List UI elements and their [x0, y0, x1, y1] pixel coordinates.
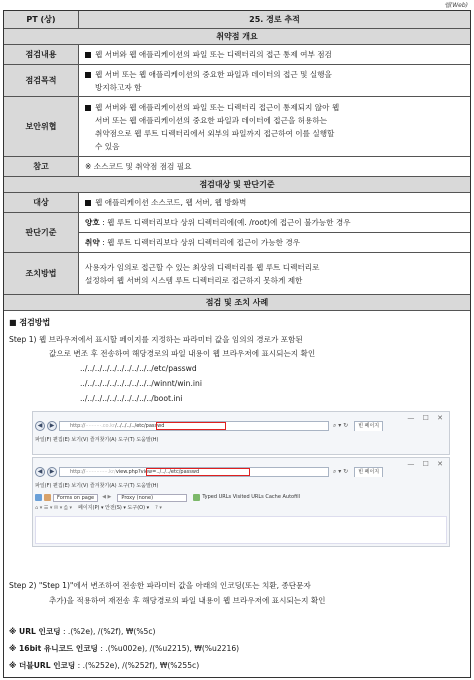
- target-value: 웹 애플리케이션 소스코드, 웹 서버, 웹 방화벽: [95, 198, 247, 207]
- browser2-nav: [35, 465, 447, 478]
- search-icon[interactable]: ⌕ ▾ ↻: [333, 421, 349, 429]
- window-controls: — ☐ ✕: [407, 460, 446, 468]
- help-icon[interactable]: ? ▾: [155, 505, 162, 511]
- threat-line2: 서버 또는 웹 애플리케이션의 중요한 파일과 데이터에 접근을 허용하는: [95, 115, 328, 125]
- good-text: : 웹 루트 디렉터리보다 상위 디렉터리에(예. /root)에 접근이 불가능한 경우: [99, 218, 351, 227]
- section-overview: [4, 29, 470, 45]
- proxy-dropdown[interactable]: Proxy (none): [117, 494, 187, 502]
- browser2-content-area: [35, 516, 447, 544]
- browser2-menu[interactable]: 파일(F) 편집(E) 보기(V) 즐겨찾기(A) 도구(T) 도움말(H): [35, 483, 159, 489]
- url-prefix: http://: [70, 422, 86, 429]
- url-highlight: ../../../etc/passwd: [156, 468, 200, 475]
- check-purpose-line1: 웹 서버 또는 웹 애플리케이션의 중요한 파일과 데이터의 접근 및 실행을: [95, 69, 332, 79]
- path-passwd: ../../../../../../../../../../etc/passwd: [80, 364, 197, 373]
- toolbar-icon[interactable]: [193, 494, 200, 501]
- path-winini: ../../../../../../../../../../winnt/win.ini: [80, 379, 202, 388]
- label-target: 대상: [4, 193, 79, 212]
- browser1-address-bar[interactable]: http://··········.co.kr/../../../../etc/passwd: [59, 421, 329, 431]
- check-content-value: 웹 서버와 웹 애플리케이션의 파일 또는 디렉터리의 접근 통제 여부 점검: [95, 50, 332, 59]
- action-line1: 사용자가 임의로 접근할 수 있는 최상위 디렉터리를 웹 루트 디렉터리로: [85, 262, 320, 272]
- browser2-command-bar: [35, 504, 447, 513]
- home-icon[interactable]: ⌂ ▾ ☰ ▾ ✉ ▾ ⎙ ▾: [35, 505, 73, 511]
- browser2-toolbar: [35, 493, 447, 502]
- label-reference: 참고: [4, 157, 79, 176]
- threat-line4: 수 있음: [95, 141, 120, 151]
- label-criteria: 판단기준: [4, 213, 79, 252]
- label-action: 조치방법: [4, 253, 79, 294]
- section-target-label: 점검대상 및 판단기준: [199, 180, 275, 189]
- bad-text: : 웹 루트 디렉터리보다 상위 디렉터리에 접근이 가능한 경우: [99, 238, 301, 247]
- toolbar-icon[interactable]: [44, 494, 51, 501]
- check-content-text: [85, 45, 468, 64]
- path-bootini: ../../../../../../../../../../boot.ini: [80, 394, 183, 403]
- bullet-icon: [85, 200, 91, 206]
- browser2-address-bar[interactable]: http://··············.kr/view.php?view=../../../etc/passwd: [59, 467, 329, 477]
- section-overview-label: 취약점 개요: [216, 32, 258, 41]
- highlight-box: [146, 468, 250, 476]
- row-action: [4, 253, 470, 295]
- highlight-box: [156, 422, 226, 430]
- header-tag: 웹(Web): [444, 2, 468, 9]
- enc2-label: ※ 16bit 유니코드 인코딩: [9, 644, 98, 653]
- assessment-table: [3, 10, 471, 678]
- bad-label: 취약: [85, 238, 100, 247]
- step1-line2: 값으로 변조 후 전송하여 해당경로의 파일 내용이 웹 브라우저에 표시되는지 확인: [49, 349, 316, 358]
- command-menu[interactable]: 페이지(P) ▾ 안전(S) ▾ 도구(O) ▾: [78, 505, 150, 511]
- label-check-purpose: 점검목적: [4, 65, 79, 96]
- action-text: [85, 253, 468, 294]
- forms-dropdown[interactable]: Forms on page: [53, 494, 98, 502]
- target-text: [85, 193, 468, 212]
- browser1-nav: [35, 419, 447, 432]
- bullet-icon: [85, 72, 91, 78]
- browser-screenshot-1: [32, 411, 450, 455]
- action-line2: 설정하여 웹 서버의 시스템 루트 디렉터리로 접근하지 못하게 제한: [85, 275, 303, 285]
- row-check-content: [4, 45, 470, 65]
- url-mid: view.php?view=: [115, 468, 157, 475]
- item-title: 25. 경로 추적: [79, 11, 470, 28]
- window-controls: — ☐ ✕: [407, 414, 446, 422]
- section-case: [4, 295, 470, 311]
- enc2-text: : .(%u002e), /(%u2215), ₩(%u2216): [100, 644, 240, 653]
- title-row: [4, 11, 470, 29]
- browser1-tab[interactable]: 빈 페이지: [354, 421, 383, 431]
- browser1-menu[interactable]: 파일(F) 편집(E) 보기(V) 즐겨찾기(A) 도구(T) 도움말(H): [35, 437, 159, 443]
- threat-line1: 웹 서버와 웹 애플리케이션의 파일 또는 디렉터리 접근이 통제되지 않아 웹: [95, 102, 340, 112]
- row-check-purpose: [4, 65, 470, 97]
- enc3-label: ※ 더블URL 인코딩: [9, 661, 76, 670]
- enc1-label: ※ URL 인코딩: [9, 627, 61, 636]
- section-case-label: 점검 및 조치 사례: [205, 298, 269, 307]
- row-target: [4, 193, 470, 213]
- toolbar-icon[interactable]: [35, 494, 42, 501]
- row-reference: [4, 157, 470, 177]
- toolbar-arrows-icon[interactable]: ◀ ▶: [102, 494, 112, 500]
- good-label: 양호: [85, 218, 100, 227]
- enc3-text: : .(%252e), /(%252f), ₩(%255c): [77, 661, 200, 670]
- method-heading: ■ 점검방법: [9, 318, 51, 327]
- back-icon[interactable]: ◀: [35, 467, 45, 477]
- forward-icon[interactable]: ▶: [47, 467, 57, 477]
- label-check-content: 점검내용: [4, 45, 79, 64]
- row-criteria: [4, 213, 470, 253]
- step2-line2: 추가)을 적용하여 재전송 후 해당경로의 파일 내용이 웹 브라우저에 표시되는지 확인: [49, 596, 326, 605]
- label-threat: 보안위협: [4, 97, 79, 156]
- url-prefix: http://: [70, 468, 86, 475]
- flags-bar[interactable]: Typed URLs Visited URLs Cache Autofill: [202, 494, 301, 500]
- back-icon[interactable]: ◀: [35, 421, 45, 431]
- criteria-good: [79, 213, 470, 233]
- item-code: PT (상): [4, 11, 79, 28]
- url-highlight: /../../../../etc/passwd: [115, 422, 165, 429]
- step2-line1: Step 2) "Step 1)"에서 변조하여 전송한 파라미터 값을 아래의 인코딩(또는 치환, 종단문자: [9, 581, 311, 590]
- enc1-text: : .(%2e), /(%2f), ₩(%5c): [62, 627, 156, 636]
- search-icon[interactable]: ⌕ ▾ ↻: [333, 467, 349, 475]
- bullet-icon: [85, 52, 91, 58]
- browser2-tab[interactable]: 빈 페이지: [354, 467, 383, 477]
- bullet-icon: [85, 105, 91, 111]
- check-purpose-line2: 방지하고자 함: [95, 82, 142, 92]
- encoding-url: [9, 625, 156, 638]
- forward-icon[interactable]: ▶: [47, 421, 57, 431]
- case-body: [4, 311, 470, 677]
- row-threat: [4, 97, 470, 157]
- step1-line1: Step 1) 웹 브라우저에서 표시할 페이지를 지정하는 파라미터 값을 임의의 경로가 포함된: [9, 335, 303, 344]
- threat-text: [85, 97, 468, 156]
- reference-text: ※ 소스코드 및 취약점 점검 필요: [85, 162, 192, 171]
- browser-screenshot-2: [32, 457, 450, 547]
- section-target: [4, 177, 470, 193]
- threat-line3: 취약점으로 웹 루트 디렉터리에서 외부의 파일까지 접근하여 이를 실행할: [95, 128, 335, 138]
- encoding-unicode: [9, 642, 239, 655]
- check-purpose-text: [85, 65, 468, 96]
- encoding-double-url: [9, 659, 199, 672]
- criteria-bad: [79, 233, 470, 252]
